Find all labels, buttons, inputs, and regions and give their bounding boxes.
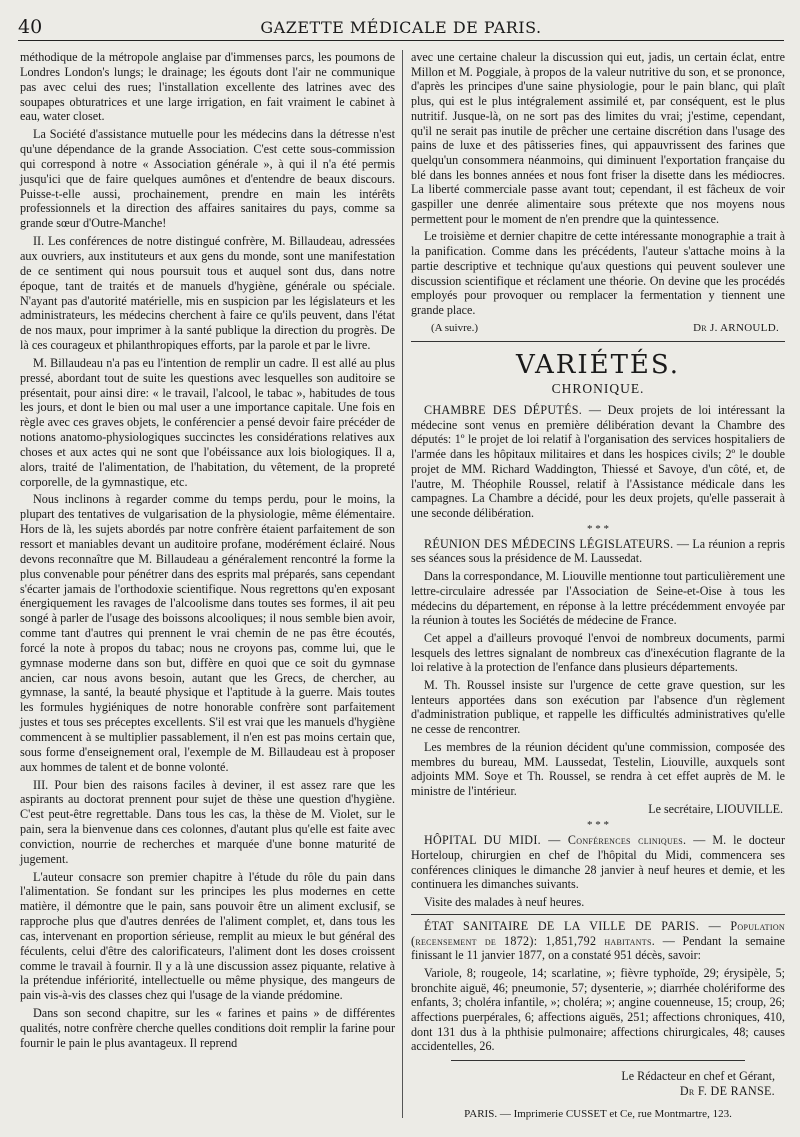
author-name: Dr J. ARNOULD. [693,321,779,334]
section-subtitle: CHRONIQUE. [551,381,645,397]
paragraph: Variole, 8; rougeole, 14; scarlatine, »; fièvre typhoïde, 29; érysipèle, 5; bronchite aiguë, 46; pneumonie, 57; dysenterie, »; diarrhée cholériforme des enfants, 3; choléra infantile, »; choléra; »; angine couenneuse, 15; croup, 26; affections puerpérales, 6; affections aiguës, 251; affections chroniques, 410, dont 131 dus à la phthisie pulmonaire; affections chirurgicales, 48; causes accidentelles, 26. [411,965,785,1054]
paragraph: Nous inclinons à regarder comme du temps perdu, pour le moins, la plupart des tentatives de vulgarisation de la physiologie, même élémentaire. Hors de là, les sujets abordés par notre confrère étaient parfaitement de son ressort et maniables devant un auditoire profane, modérément éclairé. Nous devons reconnaître que M. Billaudeau a généralement rencontré la forme la plus convenable pour pénétrer dans des esprits mal préparés, sans cependant s'écarter jamais de l'orthodoxie scientifique. Nous regrettons qu'en exposant énergiquement les ravages de l'alcoolisme dans toutes ses formes, il ait peu songé à parler de l'usage des boissons alcooliques; il nous semble bien avoir, comme tant d'autres qui prennent le vrai chemin de ne pas être écoutés, forcé la note à propos du tabac; nous ne croyons pas, comme lui, que le gymnase moderne dans son but, diffère en quoi que ce soit du gymnase ancien, car nous avons besoin, autant que les Grecs, de chercher, au gymnase, la santé, la beauté physique et l'aptitude à la guerre. Mais toutes les formules hygiéniques de notre honorable confrère sont parfaitement justes et tous ses préceptes excellents. S'il est vrai que les manuels d'hygiène commencent à se multiplier passablement, il n'en est pas moins certain que, sous forme d'enseignement oral, l'exemple de M. Billaudeau est à proposer aux hommes de talent et de bonne volonté. [20,492,395,774]
printer-imprint: PARIS. — Imprimerie CUSSET et Ce, rue Montmartre, 123. [464,1107,732,1120]
asterism: * * * [587,522,609,535]
item-heading: ÉTAT SANITAIRE DE LA VILLE DE PARIS. — Population (recensement de 1872): 1,851,792 habitants. [411,918,785,948]
paragraph: L'auteur consacre son premier chapitre à l'étude du rôle du pain dans l'alimentation. Se fondant sur les principes les plus modernes en cette matière, il démontre que le pain, sans pouvoir être un aliment exclusif, se rapproche plus que d'autres denrées de l'aliment complet, et, dans tous les cas, intervenant en proportion sérieuse, remplit au mieux le but général des féculents, celui d'être des calorificateurs, l'aliment dont les doses croissent comme le travail à fournir. Il y a là une discussion assez piquante, relative à la prétendue infériorité, intellectuelle ou même physique, des mangeurs de pain vis-à-vis des classes chez qui l'usage de la viande prédomine. [20,869,395,1003]
item-heading: HÔPITAL DU MIDI. — Conférences cliniques. [424,833,687,848]
page-number: 40 [18,16,43,38]
item-heading: CHAMBRE DES DÉPUTÉS. [424,403,583,418]
article-signature [431,321,779,336]
paragraph: avec une certaine chaleur la discussion qui eut, jadis, un certain éclat, entre Millon et M. Poggiale, à propos de la valeur nutritive du son, et se prononce, d'après les principes d'une saine physiologie, pour le pain blanc, qui plaît plus, qui est le plus intégralement assimilé et, par conséquent, est le plus nutritif. Jusque-là, on ne sort pas des limites du vrai; j'estime, cependant, qu'il ne serait pas inutile de prêcher une certaine discrétion dans l'usage des pains de luxe et des pâtisseries fines, qui appauvrissent des farines que quelqu'un consommera néanmoins, qui diminuent l'exportation française du blé dans les bonnes années et nous font friser la disette dans les médiocres. La liberté commerciale passe avant tout; cependant, il est fâcheux de voir gaspiller une denrée alimentaire sous prétexte que nos moyens nous permettent pour le moment de n'en prendre que la quintessence. [411,50,785,226]
item-heading: RÉUNION DES MÉDECINS LÉGISLATEURS. [424,536,674,551]
paragraph: Le troisième et dernier chapitre de cette intéressante monographie a trait à la panification. Comme dans les précédents, l'auteur s'attache moins à la partie descriptive et technique qu'aux questions qui peuvent soulever une discussion scientifique et réclament une théorie. On devine que les procédés employés pour provoquer ou remplacer la fermentation y tiennent une grande place. [411,229,785,317]
journal-title: GAZETTE MÉDICALE DE PARIS. [260,18,542,37]
secretary-signature: Le secrétaire, LIOUVILLE. [648,801,783,816]
paragraph: Visite des malades à neuf heures. [424,895,585,910]
paragraph: III. Pour bien des raisons faciles à deviner, il est assez rare que les aspirants au doctorat prennent pour sujet de thèse une question d'hygiène. C'est peut-être regrettable. Dans tous les cas, la thèse de M. Violet, sur le pain, sera la bienvenue dans ces colonnes, d'autant plus qu'elle est faite avec conviction, nourrie de recherches et marquée d'une bonne maturité de jugement. [20,777,395,866]
item-text: — La réunion a repris ses séances sous la présidence de M. Laussedat. [411,536,785,566]
paragraph: M. Billaudeau n'a pas eu l'intention de remplir un cadre. Il est allé au plus pressé, abordant tout de suite les questions avec lesquelles son auditoire se présentait, pour ainsi dire: « le travail, l'alcool, le tabac », habitudes de tous les jours, et dont le bien ou mal user a une importance capitale. Une fois en règle avec ces graves objets, le conférencier a pensé devoir faire précéder de notions anatomo-physiologiques succinctes les considérations relatives aux choses et aux actes qui ne sont que l'obéissance aux lois biologiques. Il a, alors, traité de l'alimentation, de l'habitation, du vêtement, de la propreté corporelle, de la gymnastique, etc. [20,355,395,489]
asterism: * * * [587,819,609,832]
item-text: — M. le docteur Horteloup, chirurgien en chef de l'hôpital du Midi, commencera ses conférences cliniques le dimanche 28 janvier à neuf heures et demie, et les continuera les dimanches suivants. [411,833,785,892]
section-rule [411,341,785,342]
footer-rule [451,1060,745,1061]
editor-line: Le Rédacteur en chef et Gérant, [621,1069,775,1084]
paragraph: Cet appel a d'ailleurs provoqué l'envoi de nombreux documents, parmi lesquels des lettres signalant de nombreux cas d'inexécution flagrante de la loi relative à la protection de l'enfance dans plusieurs départements. [411,630,785,675]
paragraph: Dans la correspondance, M. Liouville mentionne tout particulièrement une lettre-circulaire adressée par l'Association de Seine-et-Oise à tous les médecins du département, en réponse à la lettre précédemment envoyée par la réunion à toutes les Sociétés de médecine de France. [411,569,785,628]
item-text: — Deux projets de loi intéressant la médecine sont venus en première délibération devant la Chambre des députés: 1º le projet de loi relatif à l'organisation des services hospitaliers de l'armée dans les hôpitaux militaires et dans les hospices civils; 2º le double projet de MM. Richard Waddington, Thiessé et Savoye, d'un côté, et, de l'autre, M. Théophile Roussel, relatif à l'Assistance médicale dans les campagnes. La Chambre a décidé, pour les deux projets, qu'elle passerait à une seconde délibération. [411,403,785,520]
editor-name: Dr F. DE RANSE. [679,1083,775,1098]
right-column [411,50,785,1120]
column-divider [402,50,403,1118]
paragraph: La Société d'assistance mutuelle pour les médecins dans la détresse n'est qu'une dépendance de la grande Association. C'est cette sous-commission qui correspond à notre « Association générale », à qui il n'a été permis jusqu'ici que de faire quelques aumônes et d'entendre de beaux discours. Puisse-t-elle aussi, prochainement, prendre en main les intérêts professionnels et la direction des affaires sanitaires du pays, comme sa grande sœur d'Outre-Manche! [20,127,395,231]
paragraph: M. Th. Roussel insiste sur l'urgence de cette grave question, sur les lenteurs apportées dans son exécution par l'absence d'un règlement d'administration publique, et rappelle les difficultés administratives qu'elle ne cesse de rencontrer. [411,678,785,737]
section-title: VARIÉTÉS. [515,350,681,381]
page-header [18,16,784,41]
paragraph: méthodique de la métropole anglaise par d'immenses parcs, les poumons de Londres London's lungs; le drainage; les égouts dont l'air ne communique pas avec celui des rues; l'installation excellente des latrines avec des soupapes obturatrices et une large irrigation, en fait vraiment le cabinet à eau, water closet. [20,50,395,124]
paragraph: Les membres de la réunion décident qu'une commission, composée des membres du bureau, MM. Laussedat, Testelin, Liouville, auxquels sont adjoints MM. Soye et Th. Roussel, se rendra à cet effet auprès de M. le ministre de l'intérieur. [411,739,785,798]
paragraph: II. Les conférences de notre distingué confrère, M. Billaudeau, adressées aux ouvriers, aux instituteurs et aux gens du monde, sont une manifestation de ce sentiment qui nous poursuit tous et auquel sont dus, dans notre époque, tant de traités et de manuels d'hygiène, générale ou spéciale. N'ayant pas d'autorité matérielle, mis en suspicion par les législateurs et les administrateurs, les médecins cherchent à faire ce qu'ils peuvent, dans l'état de nos maux, pour imprimer à la santé publique la direction du progrès. De là ces courageux et philanthropiques efforts, par la parole et par le livre. [20,234,395,353]
to-be-continued: (A suivre.) [431,321,479,334]
section-rule [411,914,785,915]
paragraph: Dans son second chapitre, sur les « farines et pains » de différentes qualités, notre confrère cherche quelles conditions doit remplir la farine pour fournir le pain le plus avantageux. Il reprend [20,1006,395,1050]
left-column [20,50,395,1120]
item-text: — Pendant la semaine finissant le 11 janvier 1877, on a constaté 951 décès, savoir: [411,933,785,963]
